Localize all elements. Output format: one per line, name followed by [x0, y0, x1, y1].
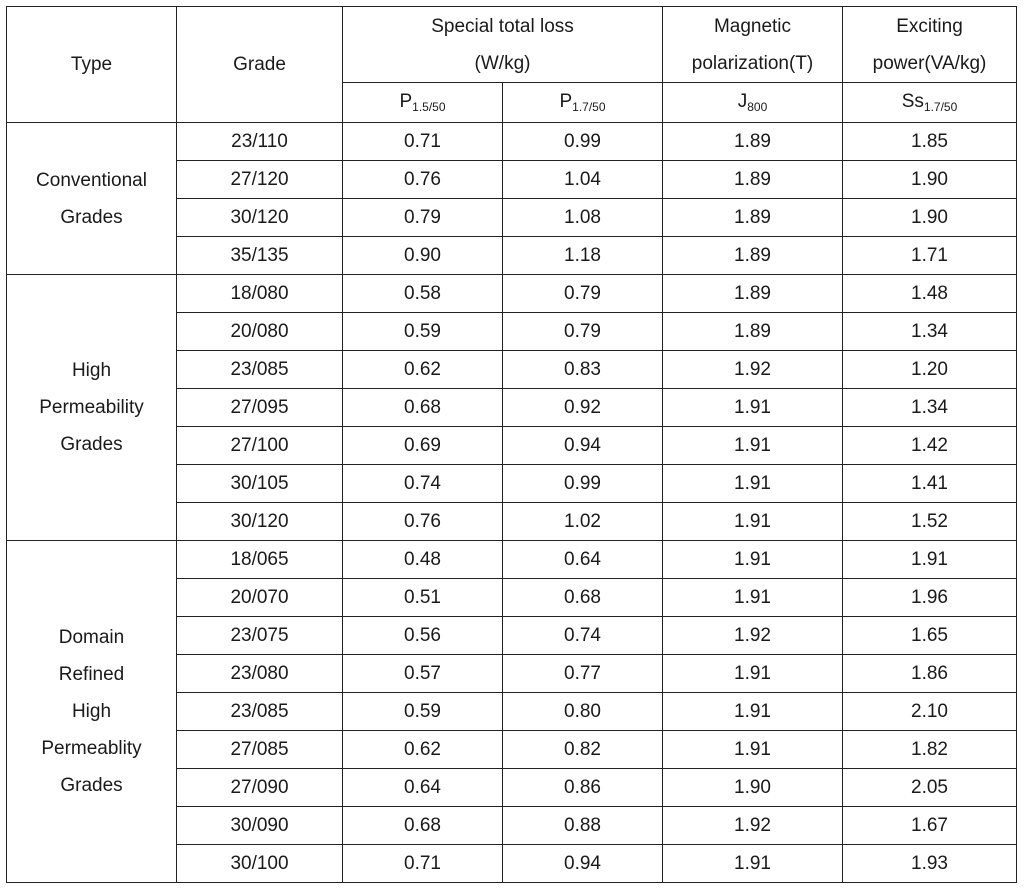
- header-j800-sub: 800: [747, 100, 768, 114]
- grade-cell: 23/080: [177, 655, 343, 693]
- grade-cell: 23/085: [177, 351, 343, 389]
- header-ss17: [843, 83, 1017, 123]
- grade-cell: 27/085: [177, 731, 343, 769]
- ss17-cell: 1.67: [843, 807, 1017, 845]
- j800-cell: 1.91: [663, 693, 843, 731]
- header-p17-main: P: [559, 91, 573, 112]
- p15-cell: 0.51: [343, 579, 503, 617]
- j800-cell: 1.92: [663, 351, 843, 389]
- header-total-loss: [343, 7, 663, 83]
- grades-table: [6, 6, 1017, 883]
- grade-cell: 27/090: [177, 769, 343, 807]
- j800-cell: 1.89: [663, 161, 843, 199]
- p17-cell: 0.86: [503, 769, 663, 807]
- grade-cell: 20/070: [177, 579, 343, 617]
- grade-cell: 35/135: [177, 237, 343, 275]
- j800-cell: 1.91: [663, 731, 843, 769]
- type-label-line: Conventional: [36, 169, 147, 191]
- j800-cell: 1.91: [663, 427, 843, 465]
- ss17-cell: 1.90: [843, 199, 1017, 237]
- type-label-line: Permeability: [39, 397, 144, 418]
- ss17-cell: 1.42: [843, 427, 1017, 465]
- ss17-cell: 1.48: [843, 275, 1017, 313]
- header-p17: [503, 83, 663, 123]
- header-polarization-line-1: Magnetic: [713, 15, 792, 37]
- j800-cell: 1.91: [663, 389, 843, 427]
- p17-cell: 0.94: [503, 427, 663, 465]
- ss17-cell: 1.65: [843, 617, 1017, 655]
- grade-cell: 18/080: [177, 275, 343, 313]
- p17-cell: 1.18: [503, 237, 663, 275]
- p17-cell: 0.80: [503, 693, 663, 731]
- table-container: [6, 6, 1017, 883]
- grade-cell: 27/095: [177, 389, 343, 427]
- p15-cell: 0.90: [343, 237, 503, 275]
- grade-cell: 30/120: [177, 199, 343, 237]
- header-ss17-sub: 1.7/50: [923, 100, 958, 114]
- p15-cell: 0.64: [343, 769, 503, 807]
- p15-cell: 0.59: [343, 693, 503, 731]
- ss17-cell: 1.93: [843, 845, 1017, 883]
- j800-cell: 1.89: [663, 123, 843, 161]
- ss17-cell: 2.10: [843, 693, 1017, 731]
- header-total-loss-line-1: Special total loss: [431, 15, 574, 37]
- ss17-cell: 1.71: [843, 237, 1017, 275]
- header-type: Type: [7, 7, 177, 123]
- j800-cell: 1.91: [663, 845, 843, 883]
- table-row: [7, 275, 1017, 313]
- p17-cell: 0.99: [503, 465, 663, 503]
- type-label-line: Permeablity: [41, 738, 142, 759]
- p17-cell: 0.88: [503, 807, 663, 845]
- p15-cell: 0.57: [343, 655, 503, 693]
- ss17-cell: 1.20: [843, 351, 1017, 389]
- p15-cell: 0.71: [343, 845, 503, 883]
- p15-cell: 0.62: [343, 731, 503, 769]
- header-exciting-line-1: Exciting: [896, 15, 963, 37]
- header-j800: [663, 83, 843, 123]
- ss17-cell: 1.41: [843, 465, 1017, 503]
- j800-cell: 1.89: [663, 237, 843, 275]
- p17-cell: 1.08: [503, 199, 663, 237]
- table-row: [7, 541, 1017, 579]
- p15-cell: 0.58: [343, 275, 503, 313]
- p17-cell: 0.94: [503, 845, 663, 883]
- p15-cell: 0.62: [343, 351, 503, 389]
- header-exciting-line-2: power(VA/kg): [872, 52, 987, 74]
- ss17-cell: 1.90: [843, 161, 1017, 199]
- type-label-line: Grades: [60, 206, 123, 228]
- ss17-cell: 1.82: [843, 731, 1017, 769]
- ss17-cell: 1.85: [843, 123, 1017, 161]
- ss17-cell: 1.91: [843, 541, 1017, 579]
- p15-cell: 0.76: [343, 503, 503, 541]
- p17-cell: 0.68: [503, 579, 663, 617]
- p17-cell: 0.74: [503, 617, 663, 655]
- j800-cell: 1.89: [663, 275, 843, 313]
- grade-cell: 20/080: [177, 313, 343, 351]
- p17-cell: 0.79: [503, 313, 663, 351]
- ss17-cell: 1.86: [843, 655, 1017, 693]
- ss17-cell: 1.52: [843, 503, 1017, 541]
- header-p15-main: P: [399, 91, 413, 112]
- p17-cell: 0.77: [503, 655, 663, 693]
- grade-cell: 23/075: [177, 617, 343, 655]
- p15-cell: 0.69: [343, 427, 503, 465]
- grade-cell: 27/100: [177, 427, 343, 465]
- p15-cell: 0.56: [343, 617, 503, 655]
- ss17-cell: 1.96: [843, 579, 1017, 617]
- header-p17-sub: 1.7/50: [572, 100, 606, 114]
- ss17-cell: 2.05: [843, 769, 1017, 807]
- j800-cell: 1.92: [663, 807, 843, 845]
- grade-cell: 27/120: [177, 161, 343, 199]
- p15-cell: 0.71: [343, 123, 503, 161]
- p17-cell: 0.83: [503, 351, 663, 389]
- j800-cell: 1.89: [663, 199, 843, 237]
- p17-cell: 1.04: [503, 161, 663, 199]
- p15-cell: 0.68: [343, 389, 503, 427]
- p15-cell: 0.59: [343, 313, 503, 351]
- ss17-cell: 1.34: [843, 389, 1017, 427]
- type-label-line: Domain: [58, 627, 125, 648]
- p17-cell: 0.79: [503, 275, 663, 313]
- type-label-line: Grades: [60, 434, 123, 455]
- p15-cell: 0.79: [343, 199, 503, 237]
- p15-cell: 0.74: [343, 465, 503, 503]
- header-ss17-main: Ss: [901, 91, 924, 112]
- grade-cell: 18/065: [177, 541, 343, 579]
- p15-cell: 0.76: [343, 161, 503, 199]
- header-total-loss-line-2: (W/kg): [474, 52, 531, 74]
- header-polarization: [663, 7, 843, 83]
- grade-cell: 30/105: [177, 465, 343, 503]
- type-label-line: Refined: [58, 664, 125, 685]
- p17-cell: 0.64: [503, 541, 663, 579]
- type-label-line: High: [71, 360, 112, 381]
- type-label-line: Grades: [60, 775, 123, 796]
- grade-cell: 23/110: [177, 123, 343, 161]
- header-grade: Grade: [177, 7, 343, 123]
- j800-cell: 1.90: [663, 769, 843, 807]
- p15-cell: 0.48: [343, 541, 503, 579]
- p17-cell: 0.82: [503, 731, 663, 769]
- grade-cell: 23/085: [177, 693, 343, 731]
- grade-cell: 30/100: [177, 845, 343, 883]
- j800-cell: 1.91: [663, 503, 843, 541]
- header-j800-main: J: [737, 91, 748, 112]
- grade-cell: 30/090: [177, 807, 343, 845]
- header-p15-sub: 1.5/50: [412, 100, 446, 114]
- header-p15: [343, 83, 503, 123]
- grade-cell: 30/120: [177, 503, 343, 541]
- j800-cell: 1.91: [663, 579, 843, 617]
- j800-cell: 1.89: [663, 313, 843, 351]
- p17-cell: 0.92: [503, 389, 663, 427]
- j800-cell: 1.92: [663, 617, 843, 655]
- j800-cell: 1.91: [663, 655, 843, 693]
- ss17-cell: 1.34: [843, 313, 1017, 351]
- j800-cell: 1.91: [663, 465, 843, 503]
- type-cell: [7, 123, 177, 275]
- header-polarization-line-2: polarization(T): [691, 52, 814, 74]
- header-row-1: [7, 7, 1017, 45]
- table-row: [7, 123, 1017, 161]
- p15-cell: 0.68: [343, 807, 503, 845]
- type-cell: [7, 541, 177, 883]
- p17-cell: 1.02: [503, 503, 663, 541]
- j800-cell: 1.91: [663, 541, 843, 579]
- type-cell: [7, 275, 177, 541]
- type-label-line: High: [71, 701, 112, 722]
- header-exciting: [843, 7, 1017, 83]
- p17-cell: 0.99: [503, 123, 663, 161]
